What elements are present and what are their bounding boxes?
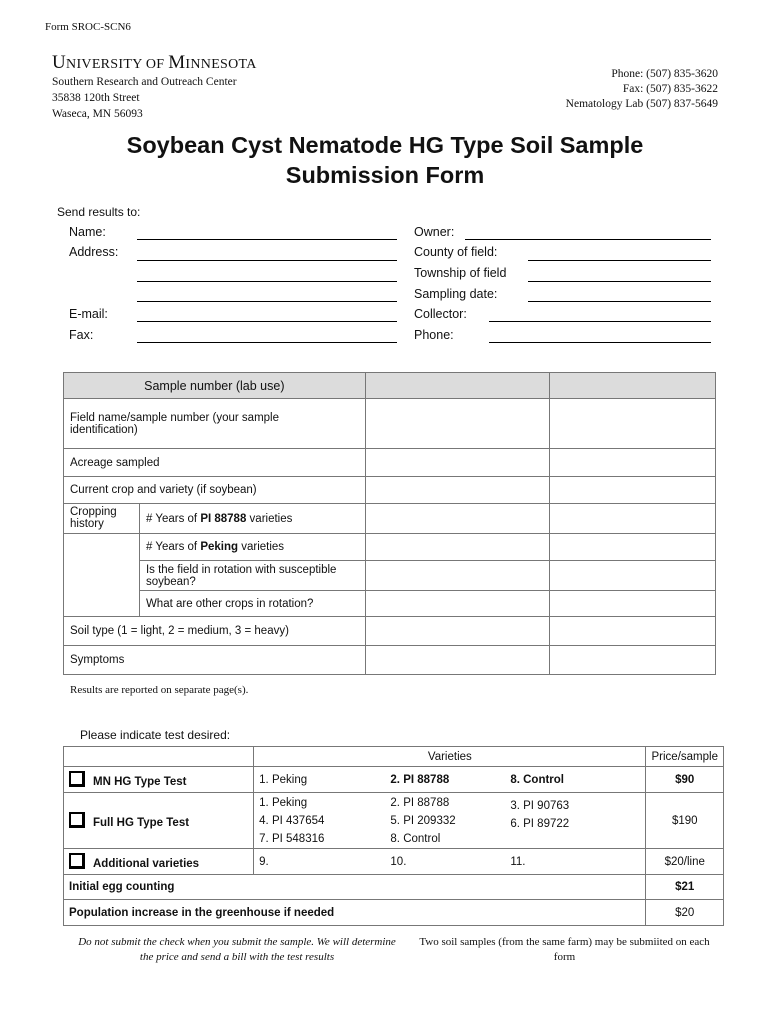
- table-row: [64, 449, 716, 477]
- years-pi-suffix: varieties: [246, 512, 293, 525]
- table-row: [64, 561, 716, 591]
- township-label: Township of field: [414, 266, 507, 280]
- years-peking-variety: Peking: [200, 541, 239, 553]
- sample-number-header: Sample number (lab use): [64, 373, 366, 399]
- payment-note: Do not submit the check when you submit the sample. We will determine the price and send a bill with the test results: [78, 936, 396, 963]
- phone-label: Phone:: [414, 328, 454, 342]
- university-name: [52, 52, 257, 74]
- address-field-2[interactable]: [137, 281, 397, 282]
- univ-part-1: U: [52, 52, 67, 73]
- title-line-2: Submission Form: [285, 162, 485, 188]
- sample-2-cell[interactable]: [550, 534, 716, 561]
- sample-1-cell[interactable]: [365, 449, 550, 477]
- full-hg-option[interactable]: [64, 793, 254, 849]
- additional-row: [64, 849, 724, 875]
- phone-line: Phone: (507) 835-3620: [611, 68, 718, 80]
- fax-line: Fax: (507) 835-3622: [622, 83, 718, 95]
- sampling-date-label: Sampling date:: [414, 287, 498, 301]
- table-row: [64, 591, 716, 617]
- full-hg-variety: 3. PI 90763: [510, 800, 570, 812]
- egg-count-label: Initial egg counting: [64, 875, 646, 900]
- full-hg-variety: 6. PI 89722: [510, 818, 570, 830]
- egg-count-row: [64, 875, 724, 900]
- address-label: Address:: [69, 245, 119, 259]
- price-header: Price/sample: [646, 747, 724, 767]
- years-peking-suffix: varieties: [238, 541, 285, 553]
- sample-1-cell[interactable]: [365, 504, 550, 534]
- table-row: [64, 477, 716, 504]
- send-results-label: Send results to:: [57, 205, 141, 219]
- email-field[interactable]: [137, 321, 397, 322]
- owner-field[interactable]: [465, 239, 711, 240]
- samples-note: Two soil samples (from the same farm) may be submiited on each form: [419, 936, 710, 963]
- sample-1-cell[interactable]: [365, 399, 550, 449]
- rotation-susceptible-label: Is the field in rotation with susceptible soybean?: [139, 561, 365, 591]
- full-hg-varieties-col-2: [385, 793, 505, 849]
- test-header-blank: [64, 747, 254, 767]
- univ-part-2: NIVERSITY OF: [66, 57, 169, 72]
- cropping-history-spacer: [64, 561, 140, 591]
- additional-variety-10[interactable]: 10.: [385, 849, 505, 875]
- lab-line: Nematology Lab (507) 837-5649: [565, 98, 718, 110]
- sample-2-cell[interactable]: [550, 561, 716, 591]
- other-crops-label: What are other crops in rotation?: [139, 591, 365, 617]
- additional-label: Additional varieties: [93, 858, 200, 870]
- owner-label: Owner:: [414, 225, 455, 239]
- population-price: $20: [646, 900, 724, 926]
- additional-price: $20/line: [646, 849, 724, 875]
- full-hg-variety: 4. PI 437654: [259, 814, 325, 827]
- full-hg-variety: 2. PI 88788: [390, 796, 450, 809]
- address-field-1[interactable]: [137, 260, 397, 261]
- sample-2-cell[interactable]: [550, 591, 716, 617]
- sample-1-cell[interactable]: [365, 646, 550, 675]
- full-hg-variety: 5. PI 209332: [390, 814, 456, 827]
- current-crop-label: Current crop and variety (if soybean): [64, 477, 366, 504]
- name-label: Name:: [69, 225, 106, 239]
- indicate-test-label: Please indicate test desired:: [80, 728, 231, 742]
- years-peking-prefix: # Years of: [145, 541, 201, 553]
- full-hg-varieties-col-3: [505, 793, 646, 849]
- additional-variety-11[interactable]: 11.: [505, 849, 646, 875]
- sample-2-cell[interactable]: [550, 449, 716, 477]
- years-peking-label: [139, 534, 365, 561]
- soil-type-label: Soil type (1 = light, 2 = medium, 3 = heavy): [64, 617, 366, 646]
- mn-hg-variety-3: 8. Control: [505, 767, 646, 793]
- years-pi-variety: PI 88788: [200, 512, 247, 525]
- full-hg-variety: 1. Peking: [259, 796, 308, 809]
- sample-1-cell[interactable]: [365, 561, 550, 591]
- county-field[interactable]: [528, 260, 711, 261]
- full-hg-variety: 7. PI 548316: [259, 832, 325, 845]
- mn-hg-variety-2: 2. PI 88788: [385, 767, 505, 793]
- full-hg-label: Full HG Type Test: [93, 817, 190, 829]
- mn-hg-v1-num: 1. Peking: [259, 773, 308, 786]
- name-field[interactable]: [137, 239, 397, 240]
- form-id: Form SROC-SCN6: [45, 21, 131, 33]
- table-row: [64, 617, 716, 646]
- mn-hg-label: MN HG Type Test: [93, 776, 187, 788]
- sample-2-cell[interactable]: [550, 477, 716, 504]
- address-line-3: Waseca, MN 56093: [52, 108, 143, 120]
- collector-field[interactable]: [489, 321, 711, 322]
- contact-info: [566, 67, 718, 112]
- field-name-label: Field name/sample number (your sample identification): [64, 399, 366, 449]
- mn-hg-variety-1: [254, 767, 386, 793]
- varieties-header: Varieties: [254, 747, 646, 767]
- test-selection-table: [63, 746, 724, 926]
- egg-count-price: $21: [646, 875, 724, 900]
- population-row: [64, 900, 724, 926]
- full-hg-price: $190: [646, 793, 724, 849]
- fax-field[interactable]: [137, 342, 397, 343]
- acreage-label: Acreage sampled: [64, 449, 366, 477]
- sample-1-cell[interactable]: [365, 591, 550, 617]
- sample-2-cell[interactable]: [550, 617, 716, 646]
- collector-label: Collector:: [414, 307, 467, 321]
- symptoms-label: Symptoms: [64, 646, 366, 675]
- form-title: [0, 130, 770, 190]
- email-label: E-mail:: [69, 307, 108, 321]
- years-pi-prefix: # Years of: [145, 512, 201, 525]
- univ-part-3: M: [168, 52, 186, 73]
- univ-part-4: INNESOTA: [185, 57, 257, 72]
- test-header-row: [64, 747, 724, 767]
- fax-label: Fax:: [69, 328, 94, 342]
- phone-field[interactable]: [489, 342, 711, 343]
- additional-variety-9[interactable]: 9.: [254, 849, 386, 875]
- sample-1-number-cell[interactable]: [365, 373, 550, 399]
- table-row: [64, 646, 716, 675]
- sample-2-number-cell[interactable]: [550, 373, 716, 399]
- results-note: Results are reported on separate page(s).: [70, 684, 249, 696]
- population-label: Population increase in the greenhouse if needed: [64, 900, 646, 926]
- address-line-1: Southern Research and Outreach Center: [52, 76, 237, 88]
- sample-1-cell[interactable]: [365, 617, 550, 646]
- sample-table: [63, 372, 716, 675]
- sample-number-row: [64, 373, 716, 399]
- table-row: [64, 399, 716, 449]
- sample-1-cell[interactable]: [365, 534, 550, 561]
- mn-hg-row: [64, 767, 724, 793]
- mn-hg-checkbox[interactable]: [69, 771, 85, 787]
- cropping-history-label: Cropping history: [64, 504, 140, 534]
- address-line-2: 35838 120th Street: [52, 92, 140, 104]
- sample-2-cell[interactable]: [550, 504, 716, 534]
- title-line-1: Soybean Cyst Nematode HG Type Soil Sample: [126, 132, 644, 158]
- mn-hg-price: $90: [646, 767, 724, 793]
- additional-checkbox[interactable]: [69, 853, 85, 869]
- county-label: County of field:: [414, 245, 498, 259]
- sample-2-cell[interactable]: [550, 399, 716, 449]
- additional-option[interactable]: [64, 849, 254, 875]
- table-row: [64, 504, 716, 534]
- center-address: [52, 74, 237, 122]
- sample-2-cell[interactable]: [550, 646, 716, 675]
- township-field[interactable]: [528, 281, 711, 282]
- full-hg-checkbox[interactable]: [69, 812, 85, 828]
- sampling-date-field[interactable]: [528, 301, 711, 302]
- table-row: [64, 534, 716, 561]
- full-hg-varieties-col-1: [254, 793, 386, 849]
- sample-1-cell[interactable]: [365, 477, 550, 504]
- cropping-history-spacer: [64, 591, 140, 617]
- cropping-history-spacer: [64, 534, 140, 561]
- years-pi-label: [139, 504, 365, 534]
- address-field-3[interactable]: [137, 301, 397, 302]
- full-hg-row: [64, 793, 724, 849]
- mn-hg-option[interactable]: [64, 767, 254, 793]
- full-hg-variety: 8. Control: [390, 832, 441, 845]
